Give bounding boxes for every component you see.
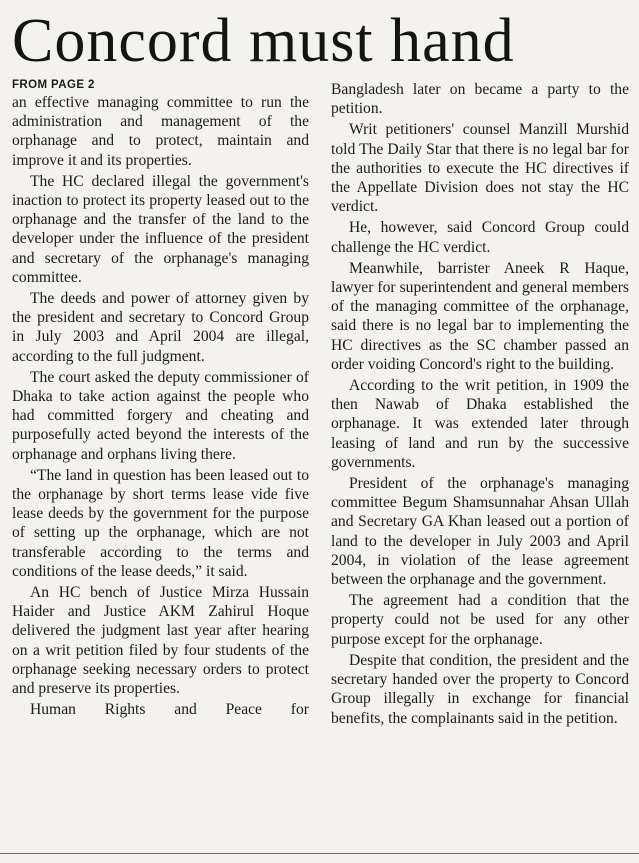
paragraph: According to the writ petition, in 1909 the then Nawab of Dhaka established the orphanage. It was extended later through leasing of land and run by the successive governments. [331, 377, 629, 471]
paragraph: Despite that condition, the president and the secretary handed over the property to Concord Group illegally in exchange for financial benefits, the complainants said in the petition. [331, 651, 629, 727]
paragraph: Human Rights and Peace for [30, 701, 309, 719]
paragraph: Bangladesh later on became a party to the petition. [331, 81, 629, 118]
left-column [12, 78, 309, 722]
paragraph: The agreement had a condition that the property could not be used for any other purpose except for the orphanage. [331, 592, 629, 648]
paragraph: Meanwhile, barrister Aneek R Haque, lawyer for superintendent and general members of the managing committee of the orphanage, said there is no legal bar to implementing the HC directives as the SC chamber passed an order voiding Concord's right to the building. [331, 259, 629, 373]
paragraph: “The land in question has been leased out to the orphanage by short terms lease vide five lease deeds by the government for the purpose of setting up the orphanage, which are not transferable according to the terms and conditions of the lease deeds,” it said. [12, 466, 309, 580]
paragraph: An HC bench of Justice Mirza Hussain Haider and Justice AKM Zahirul Hoque delivered the judgment last year after hearing on a writ petition filed by four students of the orphanage seeking necessary orders to protect and preserve its properties. [12, 584, 309, 698]
paragraph: The HC declared illegal the government's inaction to protect its property leased out to the orphanage and the transfer of the land to the developer under the influence of the president and secretary of the orphanage's managing committee. [12, 172, 309, 286]
bottom-rule [0, 853, 639, 854]
paragraph: The deeds and power of attorney given by the president and secretary to Concord Group in July 2003 and April 2004 are illegal, according to the full judgment. [12, 290, 309, 365]
right-column [331, 80, 629, 730]
paragraph: President of the orphanage's managing committee Begum Shamsunnahar Ahsan Ullah and Secretary GA Khan leased out a portion of land to the developer in July 2003 and April 2004, in violation of the lease agreement between the orphanage and the government. [331, 475, 629, 589]
paragraph: He, however, said Concord Group could challenge the HC verdict. [331, 219, 629, 256]
paragraph: The court asked the deputy commissioner of Dhaka to take action against the people who had committed forgery and cheating and purposefully acted beyond the interests of the orphanage and orphans living there. [12, 368, 309, 463]
paragraph: an effective managing committee to run the administration and management of the orphanage and to protect, maintain and improve it and its properties. [12, 94, 309, 169]
headline: Concord must hand [12, 7, 515, 75]
paragraph: Writ petitioners' counsel Manzill Murshid told The Daily Star that there is no legal bar for the authorities to execute the HC directives if the Appellate Division does not stay the HC verdict. [331, 121, 629, 216]
jump-line: FROM PAGE 2 [12, 79, 95, 91]
